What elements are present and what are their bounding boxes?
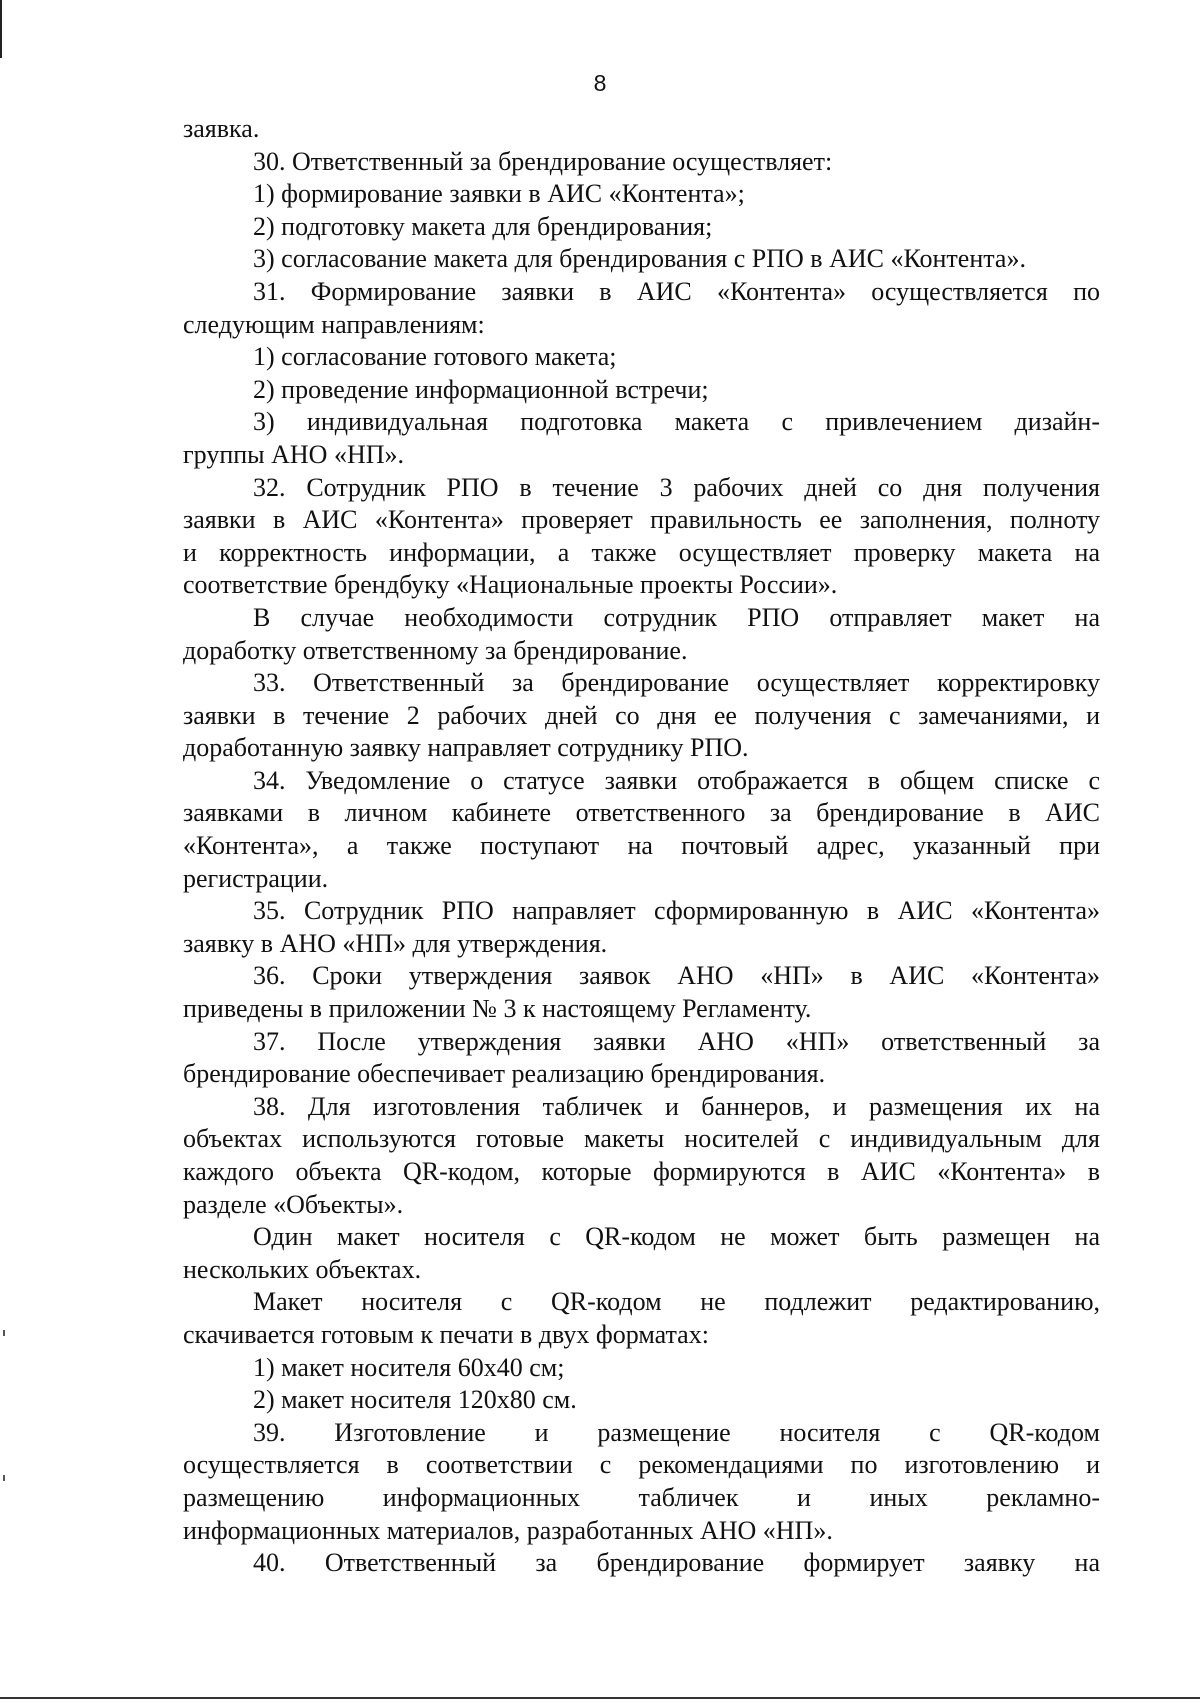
text-line: Макет носителя с QR-кодом не подлежит редактированию, [253, 1287, 1100, 1317]
scan-edge-left [0, 0, 2, 58]
text-line: 2) подготовку макета для брендирования; [253, 211, 713, 241]
text-line: 3) индивидуальная подготовка макета с привлечением дизайн- [253, 407, 1100, 437]
page-number: 8 [593, 70, 607, 96]
text-line: 30. Ответственный за брендирование осуществляет: [253, 146, 833, 176]
text-line: Один макет носителя с QR-кодом не может быть размещен на [253, 1222, 1100, 1252]
text-line: группы АНО «НП». [183, 439, 404, 469]
text-line: объектах используются готовые макеты носителей с индивидуальным для [183, 1124, 1100, 1154]
text-line: заявка. [183, 114, 260, 143]
text-line: нескольких объектах. [183, 1254, 422, 1284]
text-line: соответствие брендбуку «Национальные проекты России». [183, 570, 838, 600]
text-line: 39. Изготовление и размещение носителя с QR-кодом [253, 1417, 1100, 1447]
text-line: 40. Ответственный за брендирование формирует заявку на [253, 1548, 1100, 1578]
text-line: 2) проведение информационной встречи; [253, 374, 709, 404]
text-line: скачивается готовым к печати в двух форматах: [183, 1319, 709, 1349]
scan-edge-bottom [0, 1697, 1200, 1699]
text-line: В случае необходимости сотрудник РПО отправляет макет на [253, 602, 1100, 632]
text-line: размещению информационных табличек и иных рекламно- [183, 1482, 1100, 1512]
text-line: 37. После утверждения заявки АНО «НП» ответственный за [253, 1026, 1100, 1056]
text-line: 31. Формирование заявки в АИС «Контента» осуществляется по [253, 276, 1100, 306]
text-line: информационных материалов, разработанных АНО «НП». [183, 1515, 833, 1545]
scan-speck [3, 1330, 5, 1336]
text-line: 3) согласование макета для брендирования с РПО в АИС «Контента». [253, 244, 1026, 274]
text-line: каждого объекта QR-кодом, которые формируются в АИС «Контента» в [183, 1157, 1100, 1186]
text-line: разделе «Объекты». [183, 1189, 404, 1219]
text-line: 33. Ответственный за брендирование осуществляет корректировку [253, 668, 1100, 698]
scan-speck [3, 1475, 5, 1481]
text-line: заявки в течение 2 рабочих дней со дня ее получения с замечаниями, и [183, 700, 1100, 730]
text-line: регистрации. [183, 863, 329, 893]
text-line: доработанную заявку направляет сотруднику РПО. [183, 733, 749, 763]
text-line: и корректность информации, а также осуществляет проверку макета на [183, 537, 1100, 567]
text-line: «Контента», а также поступают на почтовый адрес, указанный при [183, 831, 1100, 861]
text-line: доработку ответственному за брендирование. [183, 635, 688, 665]
text-line: заявку в АНО «НП» для утверждения. [183, 928, 608, 958]
text-line: 1) макет носителя 60х40 см; [253, 1352, 565, 1382]
text-line: 34. Уведомление о статусе заявки отображается в общем списке с [253, 765, 1100, 795]
text-line: 1) формирование заявки в АИС «Контента»; [253, 179, 745, 209]
text-line: заявки в АИС «Контента» проверяет правильность ее заполнения, полноту [183, 505, 1100, 535]
text-line: 2) макет носителя 120х80 см. [253, 1385, 577, 1415]
text-line: 36. Сроки утверждения заявок АНО «НП» в АИС «Контента» [253, 961, 1100, 991]
text-line: брендирование обеспечивает реализацию брендирования. [183, 1059, 826, 1089]
text-line: 35. Сотрудник РПО направляет сформированную в АИС «Контента» [253, 896, 1100, 926]
text-line: осуществляется в соответствии с рекомендациями по изготовлению и [183, 1450, 1100, 1480]
text-line: 32. Сотрудник РПО в течение 3 рабочих дней со дня получения [253, 472, 1100, 502]
text-line: 1) согласование готового макета; [253, 342, 617, 372]
text-line: приведены в приложении № 3 к настоящему Регламенту. [183, 994, 812, 1024]
document-body [183, 113, 1100, 1580]
text-line: 38. Для изготовления табличек и баннеров, и размещения их на [253, 1091, 1100, 1121]
text-line: заявками в личном кабинете ответственного за брендирование в АИС [183, 798, 1100, 828]
text-line: следующим направлениям: [183, 309, 485, 339]
